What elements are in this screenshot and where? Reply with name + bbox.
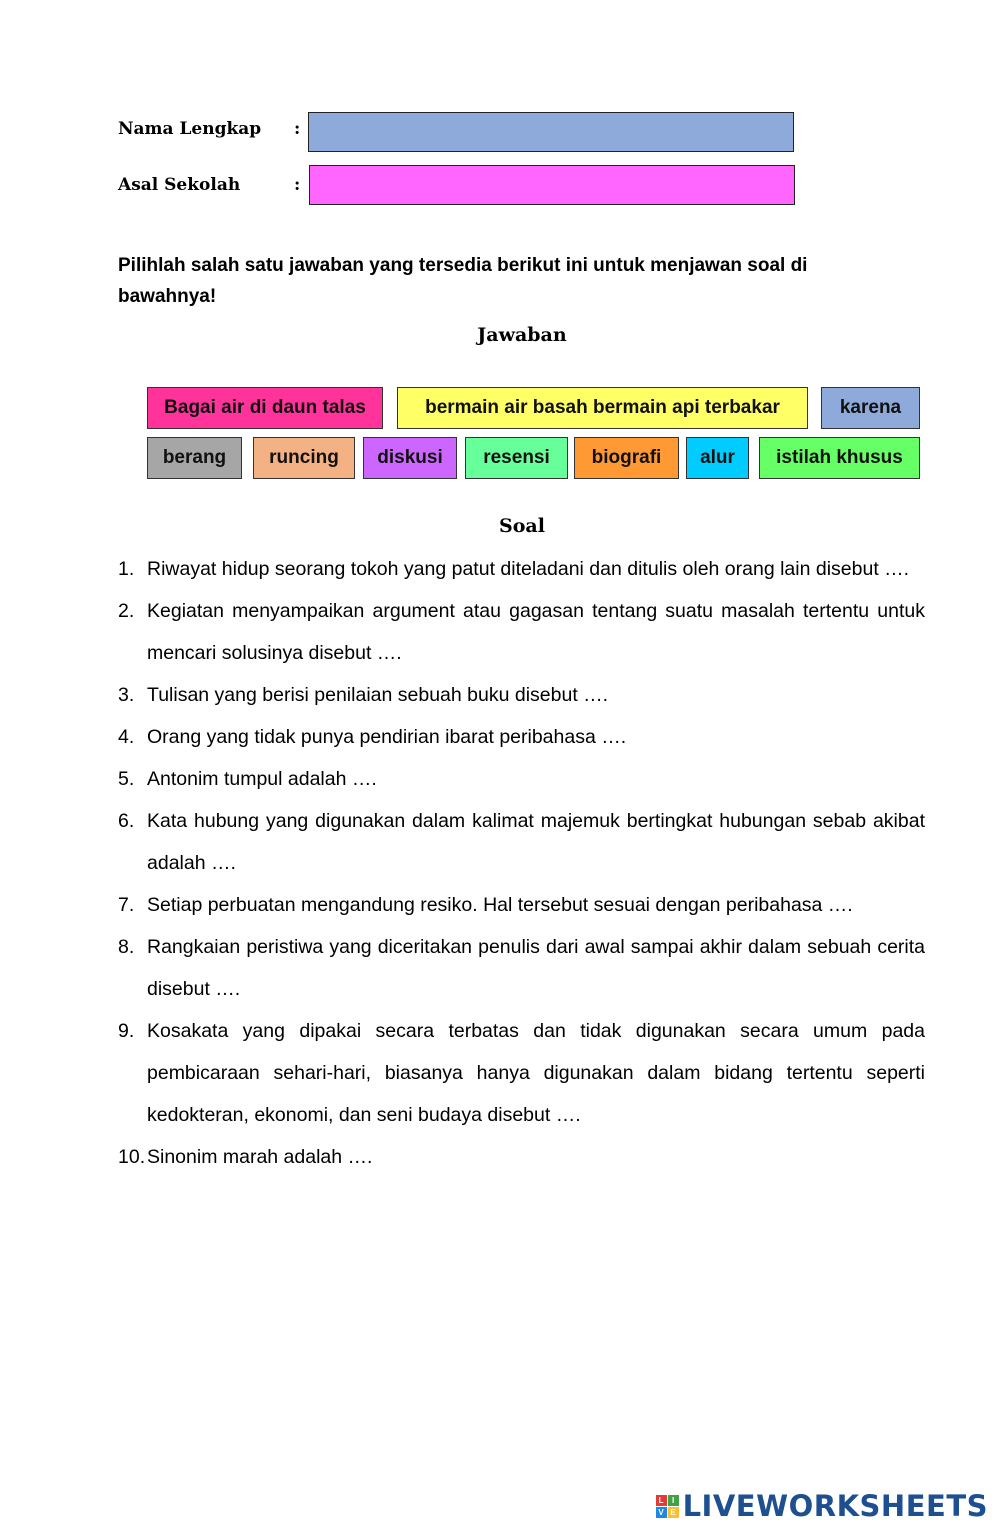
question-number: 7.	[118, 894, 135, 916]
question-item	[118, 590, 925, 674]
question-number: 3.	[118, 684, 135, 706]
question-number: 1.	[118, 558, 135, 580]
question-item	[118, 884, 925, 926]
question-number: 9.	[118, 1020, 135, 1042]
answer-chip[interactable]: istilah khusus	[759, 437, 920, 479]
liveworksheets-brand[interactable]	[656, 1489, 988, 1523]
logo-letter: E	[668, 1507, 679, 1518]
question-text: Riwayat hidup seorang tokoh yang patut diteladani dan ditulis oleh orang lain disebut ….	[147, 558, 910, 580]
name-colon: :	[294, 119, 301, 139]
question-text: Setiap perbuatan mengandung resiko. Hal tersebut sesuai dengan peribahasa ….	[147, 894, 853, 916]
liveworksheets-logo-icon	[656, 1495, 679, 1518]
question-text: Tulisan yang berisi penilaian sebuah buku disebut ….	[147, 684, 609, 706]
name-label: Nama Lengkap	[118, 119, 262, 139]
question-item	[118, 1136, 925, 1178]
answer-chip[interactable]: berang	[147, 437, 242, 479]
question-number: 5.	[118, 768, 135, 790]
question-item	[118, 674, 925, 716]
question-text: Antonim tumpul adalah ….	[147, 768, 377, 790]
question-text: Kata hubung yang digunakan dalam kalimat majemuk bertingkat hubungan sebab akibat adalah ….	[147, 810, 925, 874]
answers-title: Jawaban	[477, 324, 567, 346]
answer-chip[interactable]: bermain air basah bermain api terbakar	[397, 387, 808, 429]
logo-letter: V	[656, 1507, 667, 1518]
question-item	[118, 758, 925, 800]
question-text: Sinonim marah adalah ….	[147, 1146, 373, 1168]
question-item	[118, 1010, 925, 1136]
brand-name: LIVEWORKSHEETS	[682, 1489, 988, 1523]
name-input[interactable]	[308, 112, 794, 152]
school-label: Asal Sekolah	[118, 175, 241, 195]
question-item	[118, 926, 925, 1010]
instruction-text: Pilihlah salah satu jawaban yang tersedia berikut ini untuk menjawan soal di bawahnya!	[118, 255, 808, 307]
answer-chip[interactable]: runcing	[253, 437, 355, 479]
question-number: 8.	[118, 936, 135, 958]
answer-chip[interactable]: resensi	[465, 437, 568, 479]
school-input[interactable]	[309, 165, 795, 205]
question-text: Orang yang tidak punya pendirian ibarat peribahasa ….	[147, 726, 627, 748]
question-number: 10.	[118, 1146, 146, 1168]
question-number: 4.	[118, 726, 135, 748]
question-text: Rangkaian peristiwa yang diceritakan penulis dari awal sampai akhir dalam sebuah cerita disebut ….	[147, 936, 925, 1000]
answer-chip[interactable]: alur	[686, 437, 749, 479]
answer-chip[interactable]: diskusi	[363, 437, 457, 479]
answer-chip[interactable]: Bagai air di daun talas	[147, 387, 383, 429]
question-text: Kosakata yang dipakai secara terbatas dan tidak digunakan secara umum pada pembicaraan sehari-hari, biasanya hanya digunakan dalam bidang tertentu seperti kedokteran, ekonomi, dan seni budaya disebut ….	[147, 1020, 925, 1126]
answer-chip[interactable]: biografi	[574, 437, 679, 479]
question-list	[118, 548, 925, 1178]
questions-title: Soal	[499, 515, 545, 537]
question-text: Kegiatan menyampaikan argument atau gagasan tentang suatu masalah tertentu untuk mencari solusinya disebut ….	[147, 600, 925, 664]
logo-letter: I	[668, 1495, 679, 1506]
question-item	[118, 800, 925, 884]
answer-chip[interactable]: karena	[821, 387, 920, 429]
question-number: 6.	[118, 810, 135, 832]
question-number: 2.	[118, 600, 135, 622]
question-item	[118, 716, 925, 758]
school-colon: :	[294, 175, 301, 195]
logo-letter: L	[656, 1495, 667, 1506]
question-item	[118, 548, 925, 590]
